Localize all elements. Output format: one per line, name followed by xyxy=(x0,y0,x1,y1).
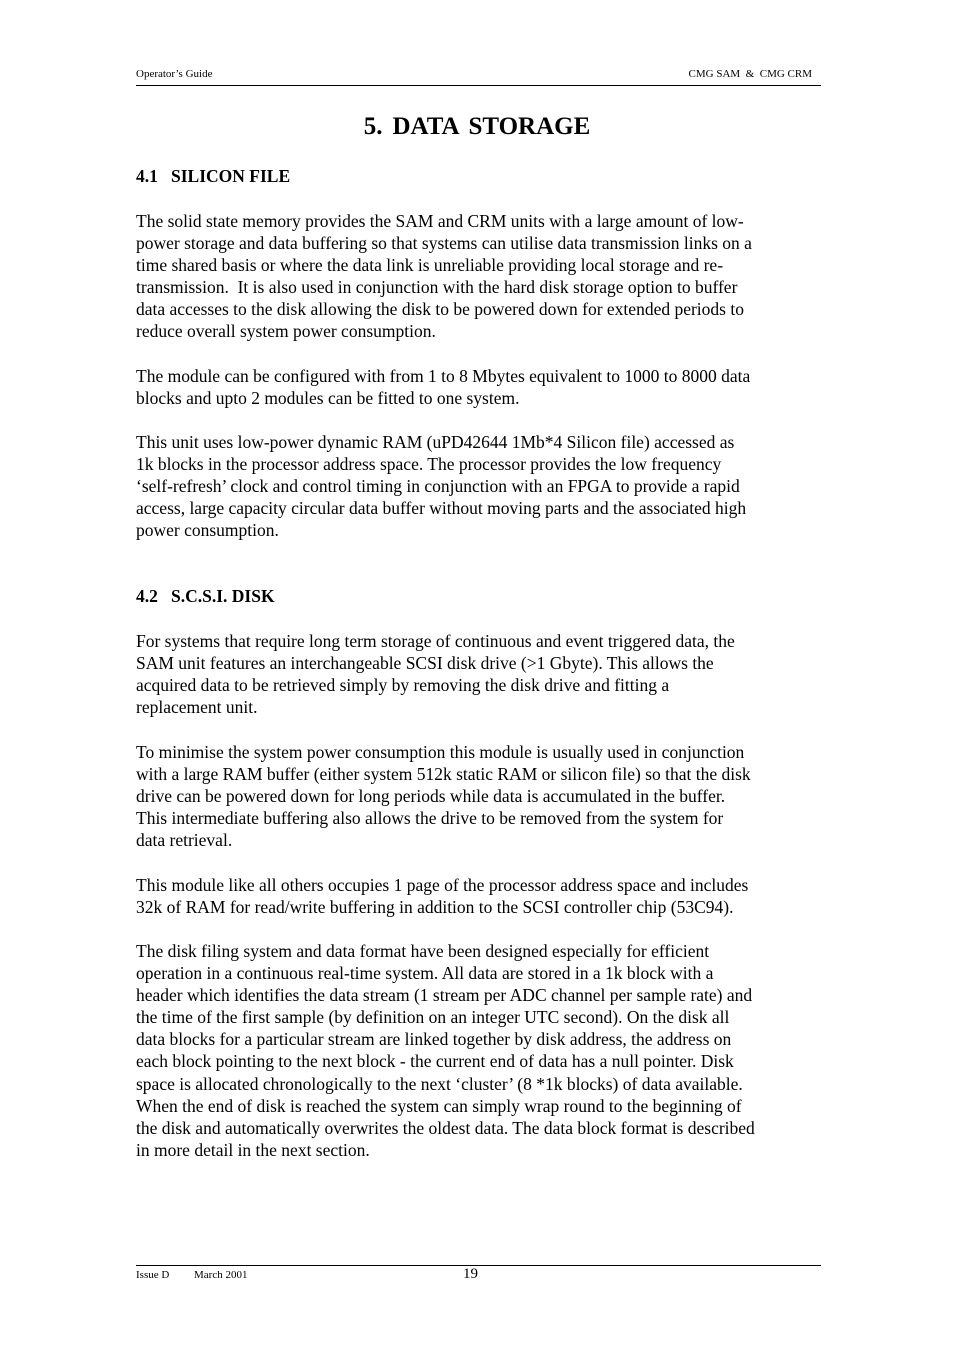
text-line: acquired data to be retrieved simply by removing the disk drive and fitting a xyxy=(136,675,670,696)
text-line: The solid state memory provides the SAM and CRM units with a large amount of low- xyxy=(136,211,744,231)
paragraph xyxy=(136,874,748,918)
paragraph xyxy=(136,431,746,541)
text-line: When the end of disk is reached the system can simply wrap round to the beginning of xyxy=(136,1095,742,1116)
text-line: data blocks for a particular stream are linked together by disk address, the address on xyxy=(136,1029,732,1050)
text-line: with a large RAM buffer (either system 512k static RAM or silicon file) so that the disk xyxy=(136,764,751,785)
text-line: access, large capacity circular data buffer without moving parts and the associated high xyxy=(136,498,747,519)
chapter-title xyxy=(0,113,954,141)
paragraph xyxy=(136,940,755,1161)
text-line: the time of the first sample (by definition on an integer UTC second). On the disk all xyxy=(136,1007,730,1028)
text-line: power storage and data buffering so that systems can utilise data transmission links on a xyxy=(136,233,752,254)
text-line: the disk and automatically overwrites the oldest data. The data block format is described xyxy=(136,1117,755,1138)
text-line: each block pointing to the next block - the current end of data has a null pointer. Disk xyxy=(136,1051,734,1072)
text-line: in more detail in the next section. xyxy=(136,1139,370,1160)
section-heading-scsi-disk: 4.2 S.C.S.I. DISK xyxy=(136,586,275,606)
text-line: SAM unit features an interchangeable SCSI disk drive (>1 Gbyte). This allows the xyxy=(136,653,714,674)
text-line: replacement unit. xyxy=(136,697,258,718)
text-line: data accesses to the disk allowing the disk to be powered down for extended periods to xyxy=(136,299,744,320)
header-product-name: CMG SAM & CMG CRM xyxy=(688,68,812,80)
text-line: The disk filing system and data format have been designed especially for efficient xyxy=(136,941,710,961)
text-line: 1k blocks in the processor address space. The processor provides the low frequency xyxy=(136,454,722,475)
text-line: blocks and upto 2 modules can be fitted to one system. xyxy=(136,388,520,409)
chapter-number: 5. xyxy=(363,113,383,140)
page-footer xyxy=(136,1265,821,1286)
text-line: This module like all others occupies 1 page of the processor address space and includes xyxy=(136,875,749,895)
text-line: operation in a continuous real-time system. All data are stored in a 1k block with a xyxy=(136,963,714,984)
text-line: 32k of RAM for read/write buffering in addition to the SCSI controller chip (53C94). xyxy=(136,897,734,918)
footer-issue: Issue D xyxy=(136,1269,170,1281)
text-line: header which identifies the data stream (1 stream per ADC channel per sample rate) and xyxy=(136,985,753,1006)
text-line: transmission. It is also used in conjunction with the hard disk storage option to buffer xyxy=(136,277,738,298)
text-line: space is allocated chronologically to the next ‘cluster’ (8 *1k blocks) of data available. xyxy=(136,1073,743,1094)
text-line: For systems that require long term storage of continuous and event triggered data, the xyxy=(136,631,735,651)
paragraph xyxy=(136,210,752,343)
chapter-title-text: DATA STORAGE xyxy=(392,113,591,140)
text-line: time shared basis or where the data link is unreliable providing local storage and re- xyxy=(136,255,724,276)
header-document-title: Operator’s Guide xyxy=(136,68,213,80)
section-heading-silicon-file: 4.1 SILICON FILE xyxy=(136,166,291,186)
text-line: drive can be powered down for long periods while data is accumulated in the buffer. xyxy=(136,786,726,807)
text-line: ‘self-refresh’ clock and control timing in conjunction with an FPGA to provide a rapid xyxy=(136,476,740,497)
text-line: This intermediate buffering also allows the drive to be removed from the system for xyxy=(136,808,724,829)
page-number: 19 xyxy=(463,1266,478,1282)
text-line: power consumption. xyxy=(136,520,279,541)
text-line: data retrieval. xyxy=(136,830,233,851)
paragraph xyxy=(136,630,735,718)
paragraph xyxy=(136,741,751,851)
text-line: reduce overall system power consumption. xyxy=(136,321,436,342)
text-line: This unit uses low-power dynamic RAM (uPD42644 1Mb*4 Silicon file) accessed as xyxy=(136,432,735,452)
text-line: The module can be configured with from 1 to 8 Mbytes equivalent to 1000 to 8000 data xyxy=(136,366,751,386)
footer-date: March 2001 xyxy=(194,1269,248,1281)
page-header xyxy=(136,67,821,86)
paragraph xyxy=(136,365,750,409)
text-line: To minimise the system power consumption this module is usually used in conjunction xyxy=(136,742,745,762)
